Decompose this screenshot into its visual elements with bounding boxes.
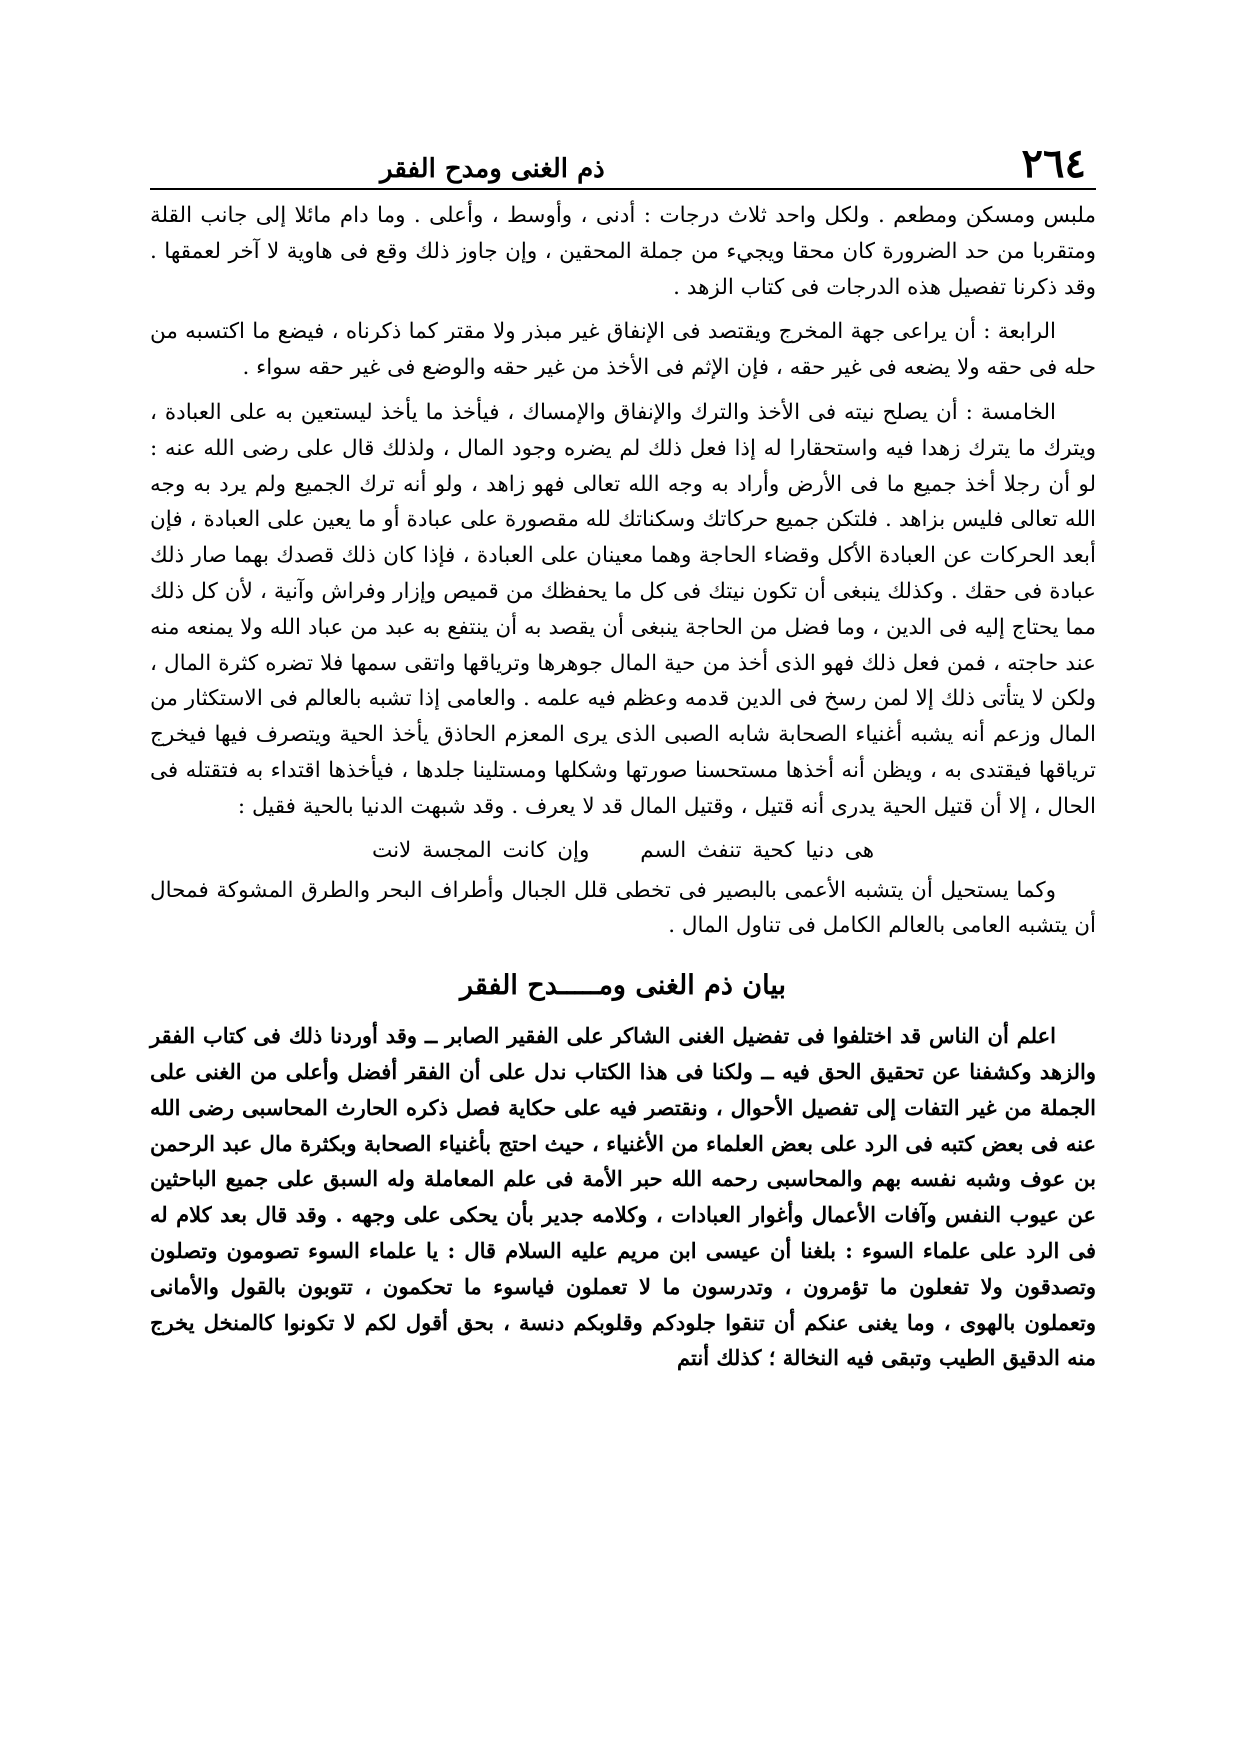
paragraph-clothing-dwelling: ملبس ومسكن ومطعم . ولكل واحد ثلاث درجات : أدنى ، وأوسط ، وأعلى . وما دام مائلا إلى جانب القلة ومتقربا من حد الضرورة كان محقا ويجيء من جملة المحقين ، وإن جاوز ذلك وقع فى هاوية لا آخر لعمقها . وقد ذكرنا تفصيل هذه الدرجات فى كتاب الزهد . (150, 203, 1096, 300)
body-text (150, 198, 1096, 1376)
paragraph-fifth-condition: الخامسة : أن يصلح نيته فى الأخذ والترك والإنفاق والإمساك ، فيأخذ ما يأخذ ليستعين به على العبادة ، ويترك ما يترك زهدا فيه واستحقارا له إذا فعل ذلك لم يضره وجود المال ، ولذلك قال على رضى الله عنه : لو أن رجلا أخذ جميع ما فى الأرض وأراد به وجه الله تعالى فهو زاهد ، ولو أنه ترك الجميع ولم يرد به وجه الله تعالى فليس بزاهد . فلتكن جميع حركاتك وسكناتك لله مقصورة على عبادة أو ما يعين على العبادة ، فإن أبعد الحركات عن العبادة الأكل وقضاء الحاجة وهما معينان على العبادة ، فإذا كان ذلك قصدك بهما صار ذلك عبادة فى حقك . وكذلك ينبغى أن تكون نيتك فى كل ما يحفظك من قميص وإزار وفراش وآنية ، لأن كل ذلك مما يحتاج إليه فى الدين ، وما فضل من الحاجة ينبغى أن يقصد به أن ينتفع به عبد من عباد الله ولا يمنعه منه عند حاجته ، فمن فعل ذلك فهو الذى أخذ من حية المال جوهرها وترياقها واتقى سمها فلا تضره كثرة المال ، ولكن لا يتأتى ذلك إلا لمن رسخ فى الدين قدمه وعظم فيه علمه . والعامى إذا تشبه بالعالم فى الاستكثار من المال وزعم أنه يشبه أغنياء الصحابة شابه الصبى الذى يرى المعزم الحاذق يأخذ الحية ويتصرف فيها فيخرج ترياقها فيقتدى به ، ويظن أنه أخذها مستحسنا صورتها وشكلها ومستلينا جلدها ، فيأخذها اقتداء به فتقتله فى الحال ، إلا أن قتيل الحية يدرى أنه قتيل ، وقتيل المال قد لا يعرف . وقد شبهت الدنيا بالحية فقيل : (150, 399, 1096, 819)
verse-hemistich-1: هى دنيا كحية تنفث السم (640, 837, 875, 863)
verse-line (150, 831, 1096, 871)
page-number: ٢٦٤ (1021, 140, 1086, 187)
paragraph-fourth-condition: الرابعة : أن يراعى جهة المخرج ويقتصد فى الإنفاق غير مبذر ولا مقتر كما ذكرناه ، فيضع ما اكتسبه من حله فى حقه ولا يضعه فى غير حقه ، فإن الإثم فى الأخذ من غير حقه والوضع فى غير حقه سواء . (150, 319, 1096, 381)
paragraph-blind-analogy: وكما يستحيل أن يتشبه الأعمى بالبصير فى تخطى قلل الجبال وأطراف البحر والطرق المشوكة فمحال أن يتشبه العامى بالعالم الكامل فى تناول المال . (150, 877, 1096, 939)
verse-hemistich-2: وإن كانت المجسة لانت (371, 837, 590, 863)
book-page (150, 140, 1096, 1700)
paragraph-section-intro: اعلم أن الناس قد اختلفوا فى تفضيل الغنى الشاكر على الفقير الصابر ــ وقد أوردنا ذلك فى كتاب الفقر والزهد وكشفنا عن تحقيق الحق فيه ــ ولكنا فى هذا الكتاب ندل على أن الفقر أفضل وأعلى من الغنى على الجملة من غير التفات إلى تفصيل الأحوال ، ونقتصر فيه على حكاية فصل ذكره الحارث المحاسبى رضى الله عنه فى بعض كتبه فى الرد على بعض العلماء من الأغنياء ، حيث احتج بأغنياء الصحابة وبكثرة مال عبد الرحمن بن عوف وشبه نفسه بهم والمحاسبى رحمه الله حبر الأمة فى علم المعاملة وله السبق على جميع الباحثين عن عيوب النفس وآفات الأعمال وأغوار العبادات ، وكلامه جدير بأن يحكى على وجهه . وقد قال بعد كلام له فى الرد على علماء السوء : بلغنا أن عيسى ابن مريم عليه السلام قال : يا علماء السوء تصومون وتصلون وتصدقون ولا تفعلون ما تؤمرون ، وتدرسون ما لا تعملون فياسوء ما تحكمون ، تتوبون بالقول والأمانى وتعملون بالهوى ، وما يغنى عنكم أن تنقوا جلودكم وقلوبكم دنسة ، بحق أقول لكم لا تكونوا كالمنخل يخرج منه الدقيق الطيب وتبقى فيه النخالة ؛ كذلك أنتم (150, 1023, 1096, 1371)
section-heading: بيان ذم الغنى ومـــــدح الفقر (459, 970, 787, 1002)
page-header (150, 140, 1096, 190)
running-title: ذم الغنى ومدح الفقر (380, 154, 605, 184)
